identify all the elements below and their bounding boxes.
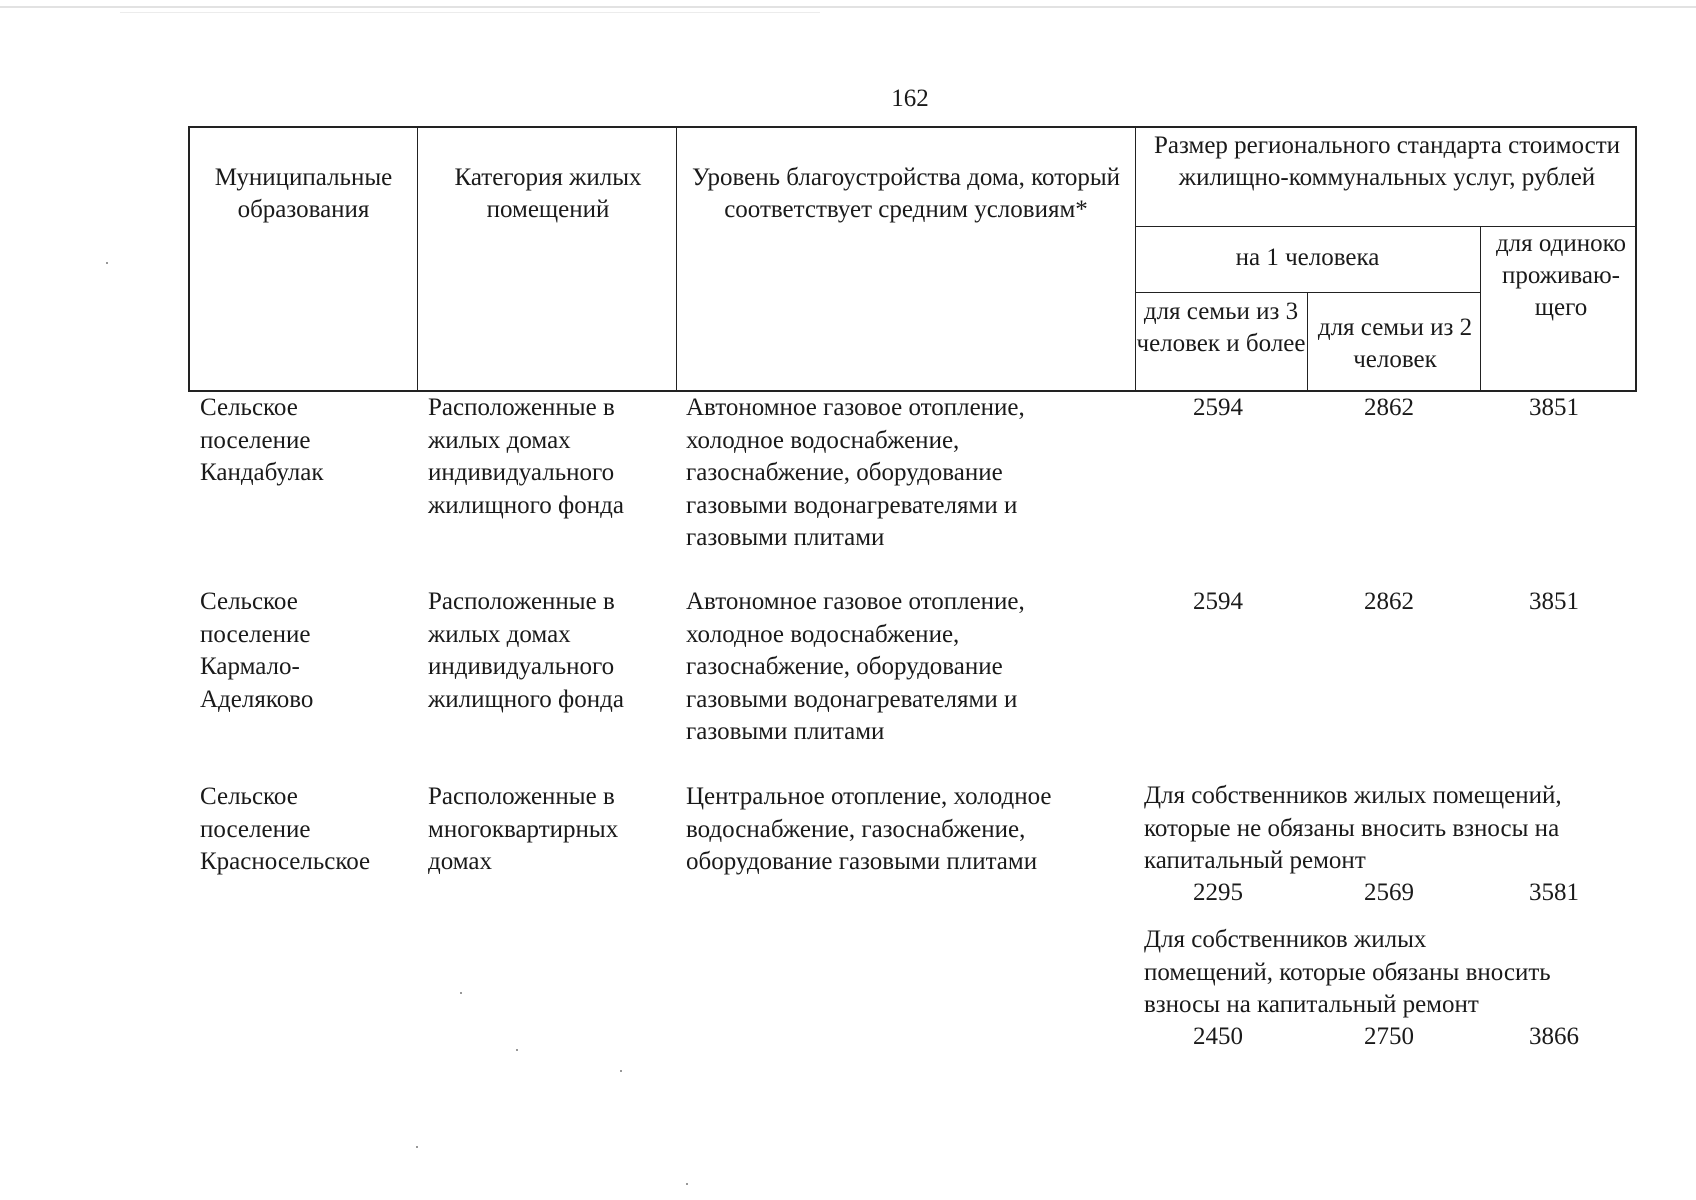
row-3-a-family2: 2569: [1364, 879, 1414, 906]
column-divider: [1307, 292, 1308, 392]
header-level: Уровень благоустройства дома, который соответствует средним условиям*: [692, 164, 1120, 223]
row-2-category: Расположенные в жилых домах индивидуального жилищного фонда: [428, 588, 624, 713]
row-2-level: Автономное газовое отопление, холодное водоснабжение, газоснабжение, оборудование газовыми водонагревателями и газовыми плитами: [686, 588, 1025, 745]
page-number: 162: [891, 85, 929, 112]
column-divider: [676, 128, 677, 392]
scan-speck: [516, 1049, 518, 1051]
row-3-note-a: Для собственников жилых помещений, которые не обязаны вносить взносы на капитальный ремонт: [1144, 782, 1562, 874]
scan-speck: [460, 992, 462, 994]
table-header: [188, 126, 1637, 392]
row-2-family2: 2862: [1364, 588, 1414, 615]
row-3-a-single: 3581: [1529, 879, 1579, 906]
scan-speck: [620, 1070, 622, 1072]
row-1-municipal: Сельское поселение Кандабулак: [200, 394, 324, 486]
row-3-b-family2: 2750: [1364, 1023, 1414, 1050]
row-3-level: Центральное отопление, холодное водоснабжение, газоснабжение, оборудование газовыми плитами: [686, 783, 1052, 875]
row-1-family3: 2594: [1193, 394, 1243, 421]
scan-speck: [106, 262, 108, 264]
row-divider: [1135, 226, 1637, 227]
scan-speck: [416, 1146, 418, 1148]
row-divider: [1135, 292, 1480, 293]
header-family3: для семьи из 3 человек и более: [1136, 298, 1306, 357]
row-3-note-b: Для собственников жилых помещений, которые обязаны вносить взносы на капитальный ремонт: [1144, 926, 1551, 1018]
row-3-category: Расположенные в многоквартирных домах: [428, 783, 619, 875]
header-family2: для семьи из 2 человек: [1317, 314, 1473, 373]
row-3-b-family3: 2450: [1193, 1023, 1243, 1050]
row-3-a-family3: 2295: [1193, 879, 1243, 906]
scan-speck: [686, 1183, 688, 1185]
header-municipal: Муниципальные образования: [214, 164, 393, 223]
header-standard: Размер регионального стандарта стоимости жилищно-коммунальных услуг, рублей: [1153, 132, 1621, 191]
scan-edge: [0, 6, 1696, 8]
row-2-family3: 2594: [1193, 588, 1243, 615]
column-divider: [1480, 226, 1481, 392]
header-single: для одиноко проживаю-щего: [1495, 230, 1627, 321]
row-1-family2: 2862: [1364, 394, 1414, 421]
row-3-municipal: Сельское поселение Красносельское: [200, 783, 371, 875]
row-2-single: 3851: [1529, 588, 1579, 615]
header-category: Категория жилых помещений: [454, 164, 642, 223]
row-1-level: Автономное газовое отопление, холодное водоснабжение, газоснабжение, оборудование газовыми водонагревателями и газовыми плитами: [686, 394, 1025, 551]
row-2-municipal: Сельское поселение Кармало- Аделяково: [200, 588, 314, 713]
scan-edge: [120, 12, 820, 13]
column-divider: [417, 128, 418, 392]
header-per-person: на 1 человека: [1235, 244, 1380, 271]
row-3-b-single: 3866: [1529, 1023, 1579, 1050]
row-1-category: Расположенные в жилых домах индивидуального жилищного фонда: [428, 394, 624, 519]
row-1-single: 3851: [1529, 394, 1579, 421]
